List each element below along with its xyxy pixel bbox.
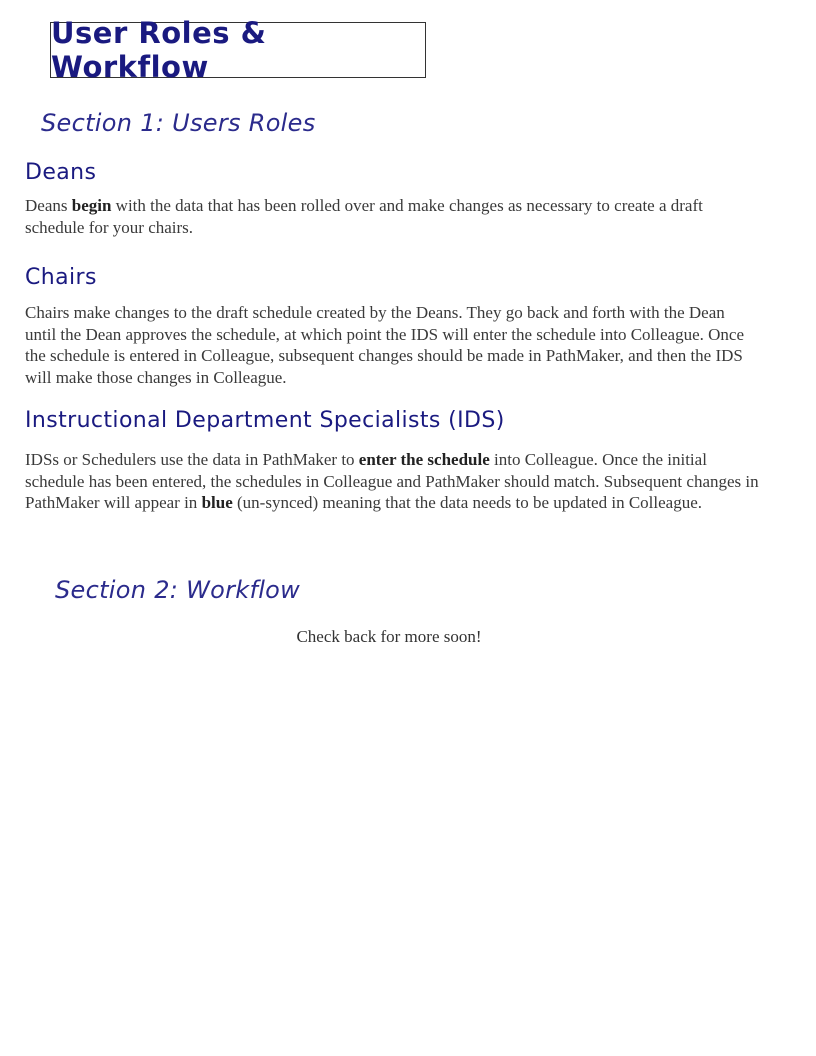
ids-text-2: into Colleague. Once the initial schedule has been entered, the schedules in Colleague and PathMaker should match. Subsequent changes in PathMaker will appear in xyxy=(25,450,759,512)
check-back-note: Check back for more soon! xyxy=(296,627,482,646)
ids-text-3: (un-synced) meaning that the data needs to be updated in Colleague. xyxy=(232,493,702,512)
ids-paragraph xyxy=(25,449,760,514)
deans-text-1: Deans xyxy=(25,196,72,215)
ids-text-1: IDSs or Schedulers use the data in PathMaker to xyxy=(25,450,359,469)
ids-bold-enter-schedule: enter the schedule xyxy=(358,450,490,469)
chairs-paragraph: Chairs make changes to the draft schedule created by the Deans. They go back and forth with the Dean until the Dean approves the schedule, at which point the IDS will enter the schedule into Colleague. Once the schedule is entered in Colleague, subsequent changes should be made in PathMaker, and then the IDS will make those changes in Colleague. xyxy=(25,303,744,387)
section-2-heading: Section 2: Workflow xyxy=(55,576,301,604)
deans-bold-begin: begin xyxy=(71,196,112,215)
ids-heading: Instructional Department Specialists (IDS) xyxy=(25,408,505,433)
page-title: User Roles & Workflow xyxy=(51,16,267,84)
deans-paragraph xyxy=(25,195,760,238)
chairs-heading: Chairs xyxy=(25,265,97,290)
title-box xyxy=(50,16,426,84)
section-1-heading: Section 1: Users Roles xyxy=(41,109,316,137)
deans-text-2: with the data that has been rolled over and make changes as necessary to create a draft schedule for your chairs. xyxy=(25,196,703,237)
deans-heading: Deans xyxy=(25,160,97,185)
ids-bold-blue: blue xyxy=(201,493,233,512)
